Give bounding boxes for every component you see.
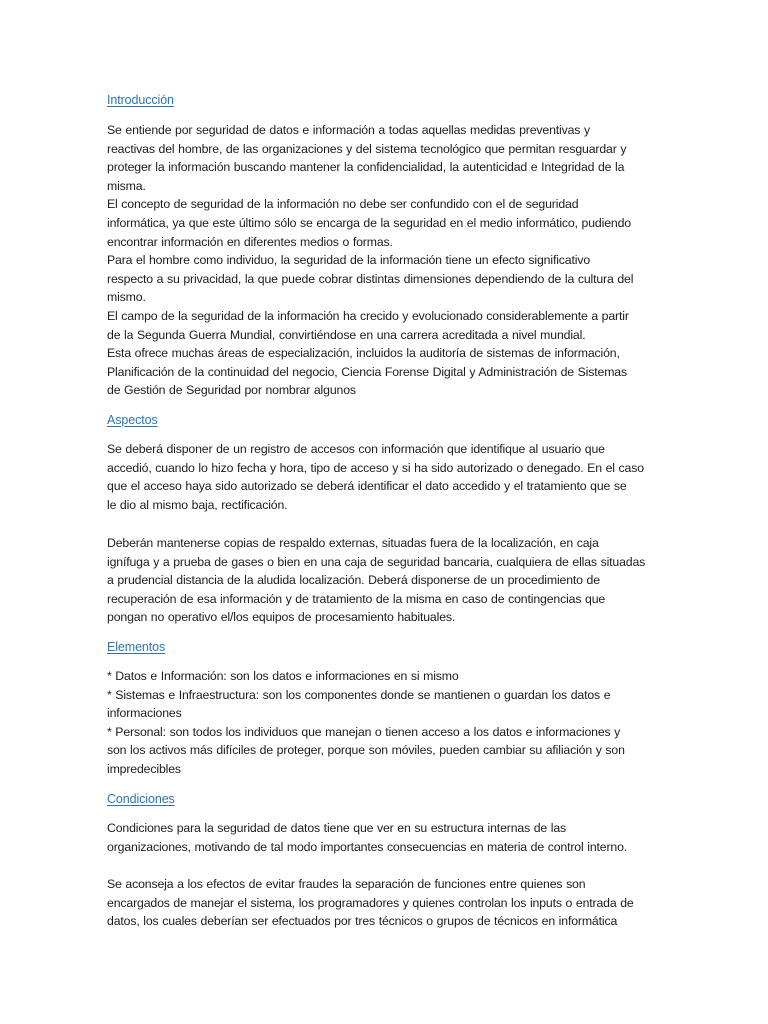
text-line: Condiciones para la seguridad de datos tiene que ver en su estructura internas de las [107,821,567,835]
text-line: El concepto de seguridad de la información no debe ser confundido con el de seguridad [107,197,579,212]
text-line: proteger la información buscando mantener la confidencialidad, la autenticidad e Integridad de la [107,160,625,175]
text-line: El campo de la seguridad de la información ha crecido y evolucionado considerablemente a partir [107,308,629,323]
text-line: mismo. [107,290,146,305]
list-item: impredecibles [107,761,181,776]
text-line: de la Segunda Guerra Mundial, convirtiéndose en una carrera acreditada a nivel mundial. [107,327,586,342]
list-item: informaciones [107,706,182,721]
condiciones-paragraph-2 [107,875,667,931]
text-line: Esta ofrece muchas áreas de especialización, incluidos la auditoría de sistemas de información, [107,346,620,361]
text-line: que el acceso haya sido autorizado se deberá identificar el dato accedido y el tratamiento que se [107,479,627,494]
text-line: de Gestión de Seguridad por nombrar algunos [107,383,356,398]
intro-body [107,121,667,400]
text-line: ignífuga y a prueba de gases o bien en una caja de seguridad bancaria, cualquiera de ellas situadas [107,554,646,569]
list-item: * Sistemas e Infraestructura: son los componentes donde se mantienen o guardan los datos e [107,687,611,702]
aspectos-paragraph-1 [107,440,667,514]
text-line: misma. [107,178,146,193]
aspectos-paragraph-2 [107,534,667,627]
text-line: Planificación de la continuidad del negocio, Ciencia Forense Digital y Administración de Sistemas [107,364,627,379]
elementos-list [107,667,667,779]
list-item: * Datos e Información: son los datos e informaciones en si mismo [107,669,459,683]
text-line: informática, ya que este último sólo se encarga de la seguridad en el medio informático, pudiendo [107,215,631,230]
text-line: Deberán mantenerse copias de respaldo externas, situadas fuera de la localización, en caja [107,536,599,550]
text-line: accedió, cuando lo hizo fecha y hora, tipo de acceso y si ha sido autorizado o denegado. En el caso [107,460,644,475]
text-line: encargados de manejar el sistema, los programadores y quienes controlan los inputs o entrada de [107,895,634,910]
text-line: a prudencial distancia de la aludida localización. Deberá disponerse de un procedimiento de [107,573,600,588]
text-line: pongan no operativo el/los equipos de procesamiento habituales. [107,610,456,625]
text-line: le dio al mismo baja, rectificación. [107,497,288,512]
heading-aspectos: Aspectos [107,413,158,427]
text-line: encontrar información en diferentes medios o formas. [107,234,393,249]
heading-elementos: Elementos [107,640,166,654]
text-line: recuperación de esa información y de tratamiento de la misma en caso de contingencias que [107,591,606,606]
text-line: datos, los cuales deberían ser efectuados por tres técnicos o grupos de técnicos en informática [107,914,618,929]
text-line: Se entiende por seguridad de datos e información a todas aquellas medidas preventivas y [107,123,590,137]
list-item: * Personal: son todos los individuos que manejan o tienen acceso a los datos e informaciones y [107,724,621,739]
text-line: respecto a su privacidad, la que puede cobrar distintas dimensiones dependiendo de la cultura del [107,271,634,286]
text-line: organizaciones, motivando de tal modo importantes consecuencias en materia de control interno. [107,839,628,854]
text-line: Para el hombre como individuo, la seguridad de la información tiene un efecto significativo [107,253,591,268]
text-line: Se aconseja a los efectos de evitar fraudes la separación de funciones entre quienes son [107,877,586,891]
condiciones-paragraph-1 [107,819,667,856]
text-line: reactivas del hombre, de las organizaciones y del sistema tecnológico que permitan resguardar y [107,141,627,156]
heading-introduccion: Introducción [107,93,174,107]
heading-condiciones: Condiciones [107,792,175,806]
list-item: son los activos más difíciles de proteger, porque son móviles, pueden cambiar su afiliación y son [107,743,625,758]
text-line: Se deberá disponer de un registro de accesos con información que identifique al usuario que [107,442,605,456]
